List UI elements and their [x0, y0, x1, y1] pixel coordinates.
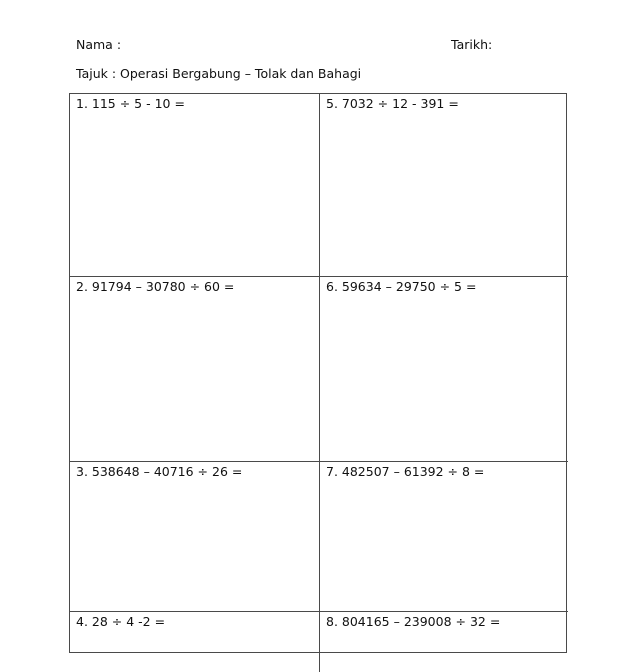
answer-box-4[interactable]	[70, 612, 320, 672]
question-1: 1. 115 ÷ 5 - 10 =	[76, 96, 185, 111]
worksheet-title: Tajuk : Operasi Bergabung – Tolak dan Bahagi	[76, 66, 362, 81]
question-6: 6. 59634 – 29750 ÷ 5 =	[326, 279, 477, 294]
question-grid	[69, 93, 567, 653]
question-2: 2. 91794 – 30780 ÷ 60 =	[76, 279, 235, 294]
answer-box-5[interactable]	[320, 94, 568, 277]
question-7: 7. 482507 – 61392 ÷ 8 =	[326, 464, 485, 479]
question-8: 8. 804165 – 239008 ÷ 32 =	[326, 614, 501, 629]
name-label: Nama :	[76, 37, 122, 52]
answer-box-2[interactable]	[70, 277, 320, 462]
question-5: 5. 7032 ÷ 12 - 391 =	[326, 96, 459, 111]
answer-box-1[interactable]	[70, 94, 320, 277]
answer-box-8[interactable]	[320, 612, 568, 672]
answer-box-3[interactable]	[70, 462, 320, 612]
question-3: 3. 538648 – 40716 ÷ 26 =	[76, 464, 243, 479]
answer-box-7[interactable]	[320, 462, 568, 612]
question-4: 4. 28 ÷ 4 -2 =	[76, 614, 166, 629]
answer-box-6[interactable]	[320, 277, 568, 462]
date-label: Tarikh:	[451, 37, 493, 52]
